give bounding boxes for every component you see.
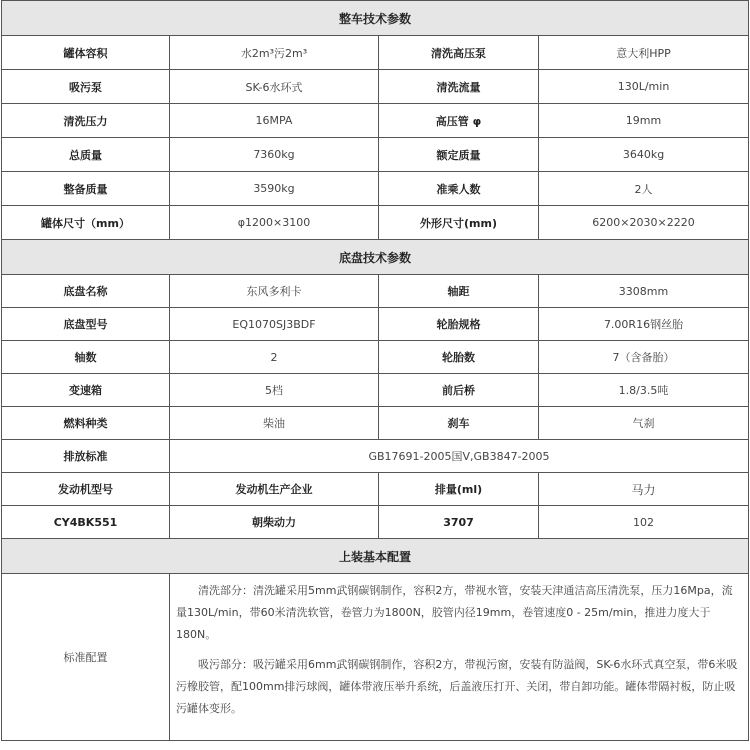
displacement-value: 3707 [379, 506, 539, 539]
spec-label: 轮胎数 [379, 341, 539, 374]
spec-label: 清洗压力 [2, 104, 170, 138]
table-row [2, 374, 749, 407]
config-label: 标准配置 [2, 574, 170, 741]
config-row [2, 574, 749, 741]
spec-value: 16MPA [170, 104, 379, 138]
spec-label: 罐体尺寸（mm） [2, 206, 170, 240]
horsepower-value: 102 [539, 506, 749, 539]
engine-maker-value: 朝柴动力 [170, 506, 379, 539]
spec-value: 水2m³污2m³ [170, 36, 379, 70]
spec-label: 清洗高压泵 [379, 36, 539, 70]
displacement-header: 排量(ml) [379, 473, 539, 506]
spec-value: 7（含备胎） [539, 341, 749, 374]
spec-label: 刹车 [379, 407, 539, 440]
spec-value: 意大利HPP [539, 36, 749, 70]
spec-value: 3640kg [539, 138, 749, 172]
spec-value: 5档 [170, 374, 379, 407]
table-row [2, 138, 749, 172]
chassis-section-title: 底盘技术参数 [2, 240, 749, 275]
suction-paragraph: 吸污部分：吸污罐采用6mm武钢碳钢制作，容积2方，带视污窗，安装有防溢阀，SK-6水环式真空泵，带6米吸污橡胶管，配100mm排污球阀，罐体带液压举升系统，后盖液压打开、关闭，带自卸功能。罐体带隔衬板，防止吸污罐体变形。 [176, 658, 738, 715]
table-row [2, 70, 749, 104]
spec-value: φ1200×3100 [170, 206, 379, 240]
cleaning-paragraph: 清洗部分：清洗罐采用5mm武钢碳钢制作，容积2方，带视水管，安装天津通洁高压清洗泵，压力16Mpa，流量130L/min，带60米清洗软管，卷管力为1800N，胶管内径19mm，卷管速度0 - 25m/min，推进力度大于180N。 [176, 584, 733, 641]
spec-value: 2 [170, 341, 379, 374]
spec-label: 罐体容积 [2, 36, 170, 70]
table-row [2, 36, 749, 70]
spec-value: 柴油 [170, 407, 379, 440]
spec-value: 3590kg [170, 172, 379, 206]
horsepower-header: 马力 [539, 473, 749, 506]
engine-model-header: 发动机型号 [2, 473, 170, 506]
spec-table [1, 0, 749, 741]
spec-value: 7360kg [170, 138, 379, 172]
emission-value: GB17691-2005国Ⅴ,GB3847-2005 [170, 440, 749, 473]
spec-label: 底盘名称 [2, 275, 170, 308]
spec-label: 前后桥 [379, 374, 539, 407]
spec-value: 气刹 [539, 407, 749, 440]
spec-label: 轴距 [379, 275, 539, 308]
engine-header-row [2, 473, 749, 506]
config-description [170, 574, 749, 741]
engine-model-value: CY4BK551 [2, 506, 170, 539]
spec-label: 高压管 φ [379, 104, 539, 138]
spec-value: SK-6水环式 [170, 70, 379, 104]
engine-value-row [2, 506, 749, 539]
spec-value: 1.8/3.5吨 [539, 374, 749, 407]
spec-label: 额定质量 [379, 138, 539, 172]
spec-label: 吸污泵 [2, 70, 170, 104]
table-row [2, 206, 749, 240]
vehicle-section-title: 整车技术参数 [2, 1, 749, 36]
spec-label: 轮胎规格 [379, 308, 539, 341]
spec-label: 准乘人数 [379, 172, 539, 206]
spec-label: 外形尺寸(mm) [379, 206, 539, 240]
table-row [2, 407, 749, 440]
spec-value: 3308mm [539, 275, 749, 308]
spec-value: 19mm [539, 104, 749, 138]
spec-value: 2人 [539, 172, 749, 206]
table-row [2, 104, 749, 138]
config-section-title: 上装基本配置 [2, 539, 749, 574]
table-row [2, 275, 749, 308]
spec-label: 清洗流量 [379, 70, 539, 104]
spec-label: 整备质量 [2, 172, 170, 206]
spec-label: 燃料种类 [2, 407, 170, 440]
spec-value: EQ1070SJ3BDF [170, 308, 379, 341]
spec-value: 6200×2030×2220 [539, 206, 749, 240]
emission-row [2, 440, 749, 473]
spec-label: 总质量 [2, 138, 170, 172]
spec-value: 7.00R16钢丝胎 [539, 308, 749, 341]
engine-maker-header: 发动机生产企业 [170, 473, 379, 506]
emission-label: 排放标准 [2, 440, 170, 473]
table-row [2, 172, 749, 206]
spec-label: 变速箱 [2, 374, 170, 407]
spec-value: 130L/min [539, 70, 749, 104]
table-row [2, 308, 749, 341]
table-row [2, 341, 749, 374]
spec-label: 轴数 [2, 341, 170, 374]
spec-value: 东风多利卡 [170, 275, 379, 308]
spec-label: 底盘型号 [2, 308, 170, 341]
